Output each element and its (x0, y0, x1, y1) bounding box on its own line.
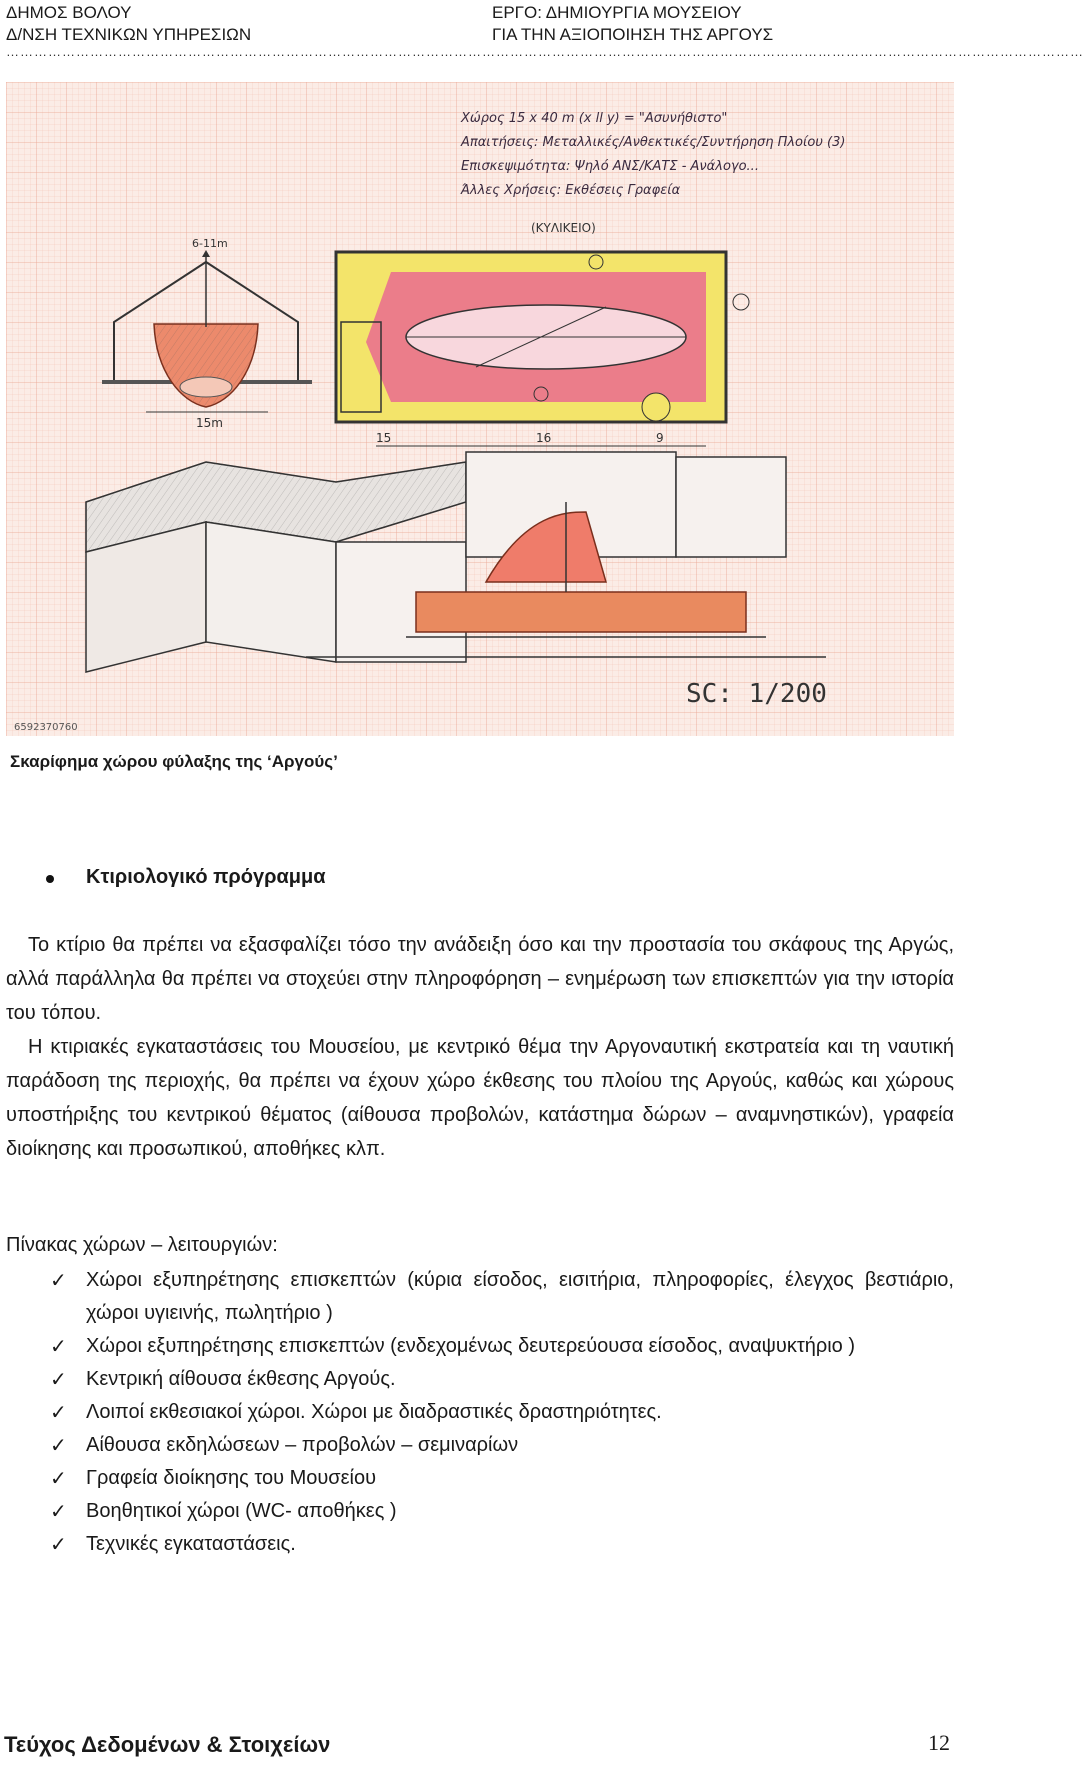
checklist-item-text: Κεντρική αίθουσα έκθεσης Αργούς. (86, 1368, 396, 1390)
checklist-item (50, 1396, 954, 1429)
plan-label: (ΚΥΛΙΚΕΙΟ) (531, 221, 596, 235)
note-line: Απαιτήσεις: Μεταλλικές/Ανθεκτικές/Συντήρηση Πλοίου (3) (461, 135, 846, 150)
paragraph-facilities: Η κτιριακές εγκαταστάσεις του Μουσείου, με κεντρικό θέμα την Αργοναυτική εκστρατεία και τη ναυτική παράδοση της περιοχής, θα πρέπει να έχουν χώρο έκθεσης του πλοίου της Αργούς, καθώς και χώρους υποστήριξης του κεντρικού θέματος (αίθουσα προβολών, κατάστημα δώρων – αναμνηστικών), γραφεία διοίκησης και προσωπικού, αποθήκες κλπ. (6, 1036, 954, 1160)
spaces-table-title: Πίνακας χώρων – λειτουργιών: (6, 1234, 278, 1256)
check-icon: ✓ (50, 1367, 67, 1391)
checklist-item-text: Αίθουσα εκδηλώσεων – προβολών – σεμιναρίων (86, 1434, 519, 1456)
department-name: Δ/ΝΣΗ ΤΕΧΝΙΚΩΝ ΥΠΗΡΕΣΙΩΝ (6, 25, 252, 44)
check-icon: ✓ (50, 1268, 67, 1292)
spaces-checklist (50, 1264, 954, 1561)
bullet-dot (46, 875, 54, 883)
checklist-item (50, 1495, 954, 1528)
checklist-item-text: Βοηθητικοί χώροι (WC- αποθήκες ) (86, 1500, 397, 1522)
checklist-item-text: Χώροι εξυπηρέτησης επισκεπτών (κύρια είσοδος, εισιτήρια, πληροφορίες, έλεγχος βεστιάριο, χώροι υγιεινής, πωλητήριο ) (86, 1269, 954, 1324)
check-icon: ✓ (50, 1466, 67, 1490)
check-icon: ✓ (50, 1433, 67, 1457)
checklist-item-text: Γραφεία διοίκησης του Μουσείου (86, 1467, 377, 1489)
header-left (6, 2, 251, 46)
dim-c: 9 (656, 431, 664, 445)
project-title-line2: ΓΙΑ ΤΗΝ ΑΞΙΟΠΟΙΗΣΗ ΤΗΣ ΑΡΓΟΥΣ (492, 25, 774, 44)
checklist-item (50, 1528, 954, 1561)
header-dotted-rule: …………………………………………………………………………………………………………………………………………………………………………………………………………… (6, 44, 1084, 59)
municipality-name: ΔΗΜΟΣ ΒΟΛΟΥ (6, 3, 132, 22)
footer-title: Τεύχος Δεδομένων & Στοιχείων (4, 1732, 331, 1757)
dim-a: 15 (376, 431, 392, 445)
check-icon: ✓ (50, 1532, 67, 1556)
page-header (0, 0, 1084, 70)
header-right (492, 2, 773, 46)
note-line: Άλλες Χρήσεις: Εκθέσεις Γραφεία (461, 183, 681, 198)
note-line: Επισκεψιμότητα: Ψηλό ΑΝΣ/ΚΑΤΣ - Ανάλογο... (461, 159, 759, 174)
scale-text: SC: 1/200 (686, 679, 827, 709)
paragraph-building-purpose: Το κτίριο θα πρέπει να εξασφαλίζει τόσο την ανάδειξη όσο και την προστασία του σκάφους της Αργώς, αλλά παράλληλα θα πρέπει να στοχεύει στην πληροφόρηση – ενημέρωση των επισκεπτών για την ιστορία του τόπου. (6, 934, 954, 1024)
sketch-caption: Σκαρίφημα χώρου φύλαξης της ‘Αργούς’ (10, 752, 338, 771)
dim-b: 16 (536, 431, 552, 445)
checklist-item-text: Λοιποί εκθεσιακοί χώροι. Χώροι με διαδραστικές δραστηριότητες. (86, 1401, 662, 1423)
checklist-item (50, 1462, 954, 1495)
checklist-item-text: Τεχνικές εγκαταστάσεις. (86, 1533, 296, 1555)
height-label: 6-11m (192, 237, 228, 250)
checklist-item (50, 1330, 954, 1363)
check-icon: ✓ (50, 1499, 67, 1523)
checklist-item (50, 1363, 954, 1396)
checklist-item (50, 1264, 954, 1330)
museum-sketch-drawing (6, 82, 954, 736)
check-icon: ✓ (50, 1400, 67, 1424)
check-icon: ✓ (50, 1334, 67, 1358)
section-width-label: 15m (196, 416, 223, 430)
drawing-reference: 6592370760 (14, 722, 78, 733)
section-heading-text: Κτιριολογικό πρόγραμμα (86, 866, 326, 888)
note-line: Χώρος 15 x 40 m (x ll y) = "Ασυνήθιστο" (461, 111, 728, 126)
project-title-line1: ΕΡΓΟ: ΔΗΜΙΟΥΡΓΙΑ ΜΟΥΣΕΙΟΥ (492, 3, 742, 22)
floor-plan-drawing (336, 221, 749, 422)
checklist-item-text: Χώροι εξυπηρέτησης επισκεπτών (ενδεχομένως δευτερεύουσα είσοδος, αναψυκτήριο ) (86, 1335, 856, 1357)
page-number: 12 (928, 1730, 950, 1755)
checklist-item (50, 1429, 954, 1462)
